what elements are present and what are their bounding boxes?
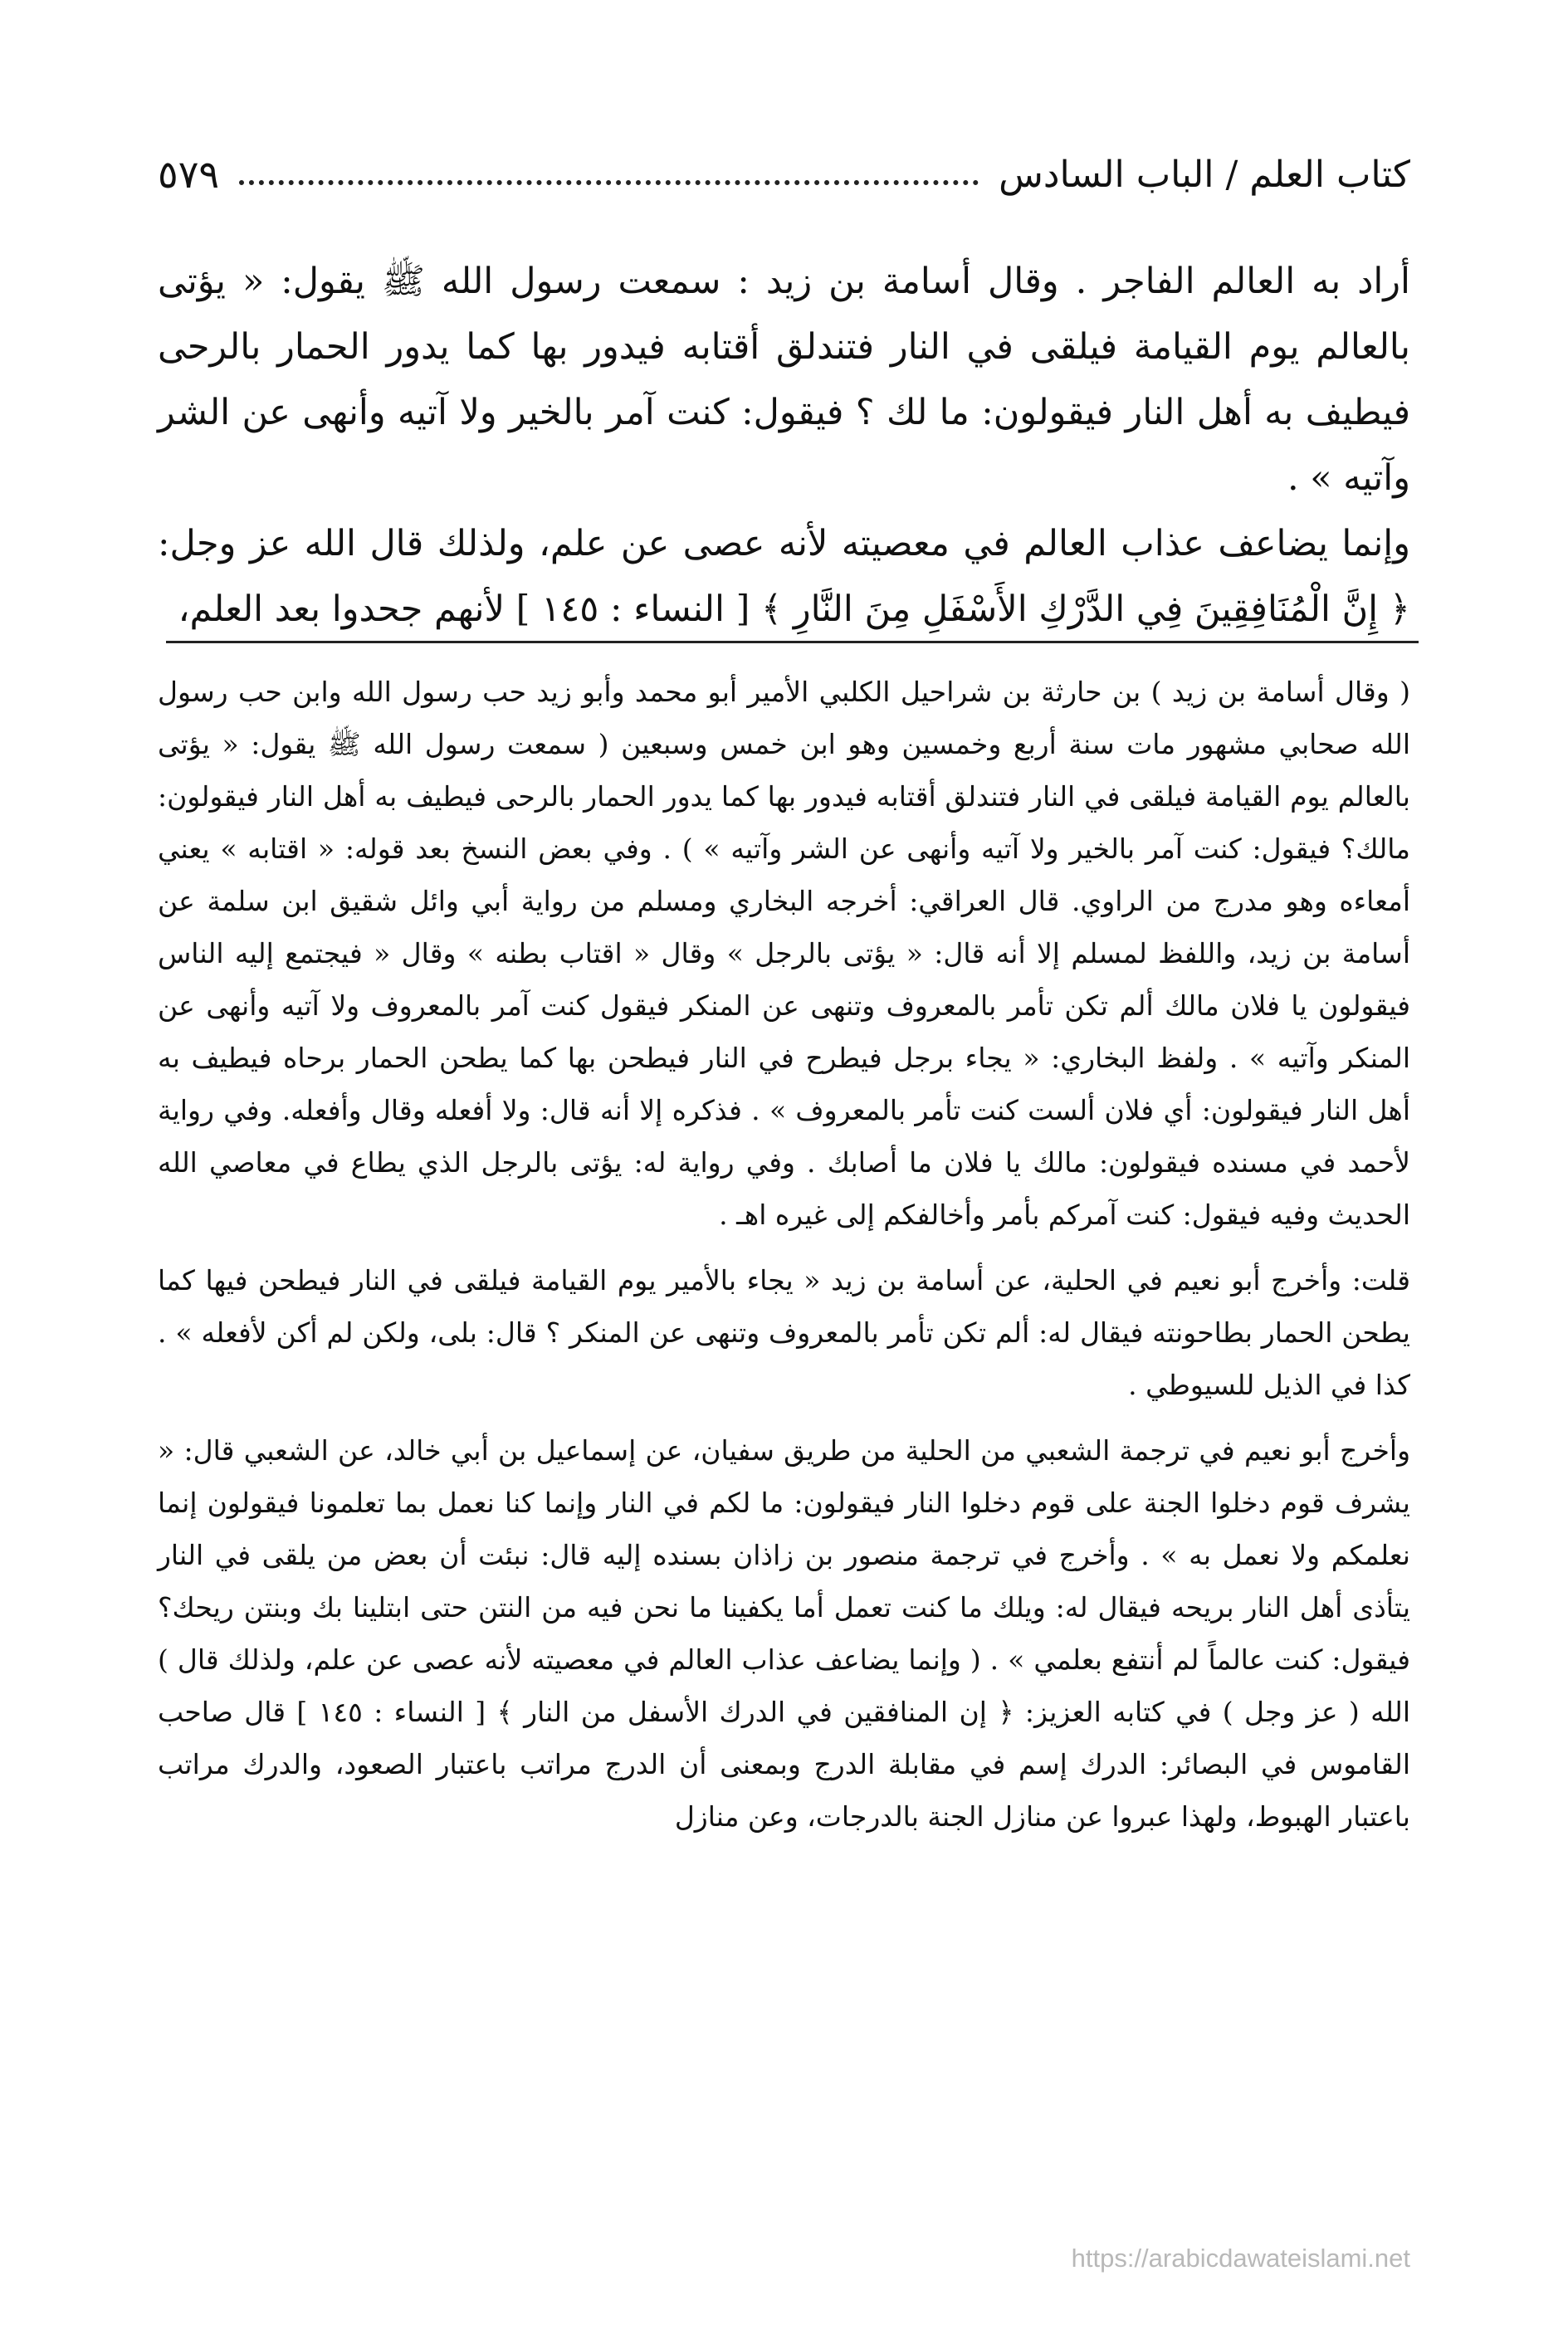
commentary-paragraph: قلت: وأخرج أبو نعيم في الحلية، عن أسامة بن زيد « يجاء بالأمير يوم القيامة فيلقى في النار فيطحن فيها كما يطحن الحمار بطاحونته فيقال له: ألم تكن تأمر بالمعروف وتنهى عن المنكر ؟ قال: بلى، ولكن لم أكن لأفعله » . كذا في الذيل للسيوطي . bbox=[158, 1264, 1410, 1401]
commentary-paragraph: وأخرج أبو نعيم في ترجمة الشعبي من الحلية من طريق سفيان، عن إسماعيل بن أبي خالد، عن الشعبي قال: « يشرف قوم دخلوا الجنة على قوم دخلوا النار فيقولون: ما لكم في النار وإنما كنا نعمل بما تعلمونا فيقولون إنما نعلمكم ولا نعمل به » . وأخرج في ترجمة منصور بن زاذان بسنده إليه قال: نبئت أن بعض من يلقى في النار يتأذى أهل النار بريحه فيقال له: ويلك ما كنت تعمل أما يكفينا ما نحن فيه من النتن حتى ابتلينا بك وبنتن ريحك؟ فيقول: كنت عالماً لم أنتفع بعلمي » . ( وإنما يضاعف عذاب العالم في معصيته لأنه عصى عن علم، ولذلك قال ) الله ( عز وجل ) في كتابه العزيز: ﴿ إن المنافقين في الدرك الأسفل من النار ﴾ [ النساء : ١٤٥ ] قال صاحب القاموس في البصائر: الدرك إسم في مقابلة الدرج وبمعنى أن الدرج مراتب باعتبار الصعود، والدرك مراتب باعتبار الهبوط، ولهذا عبروا عن منازل الجنة بالدرجات، وعن منازل bbox=[158, 1434, 1411, 1833]
watermark-url: https://arabicdawateislami.net bbox=[1071, 2244, 1410, 2273]
main-text-block bbox=[158, 249, 1410, 642]
page-header bbox=[158, 141, 1410, 208]
running-title: كتاب العلم / الباب السادس bbox=[999, 153, 1410, 196]
header-leader-dots bbox=[239, 180, 979, 185]
main-paragraph: وإنما يضاعف عذاب العالم في معصيته لأنه عصى عن علم، ولذلك قال الله عز وجل: ﴿ إِنَّ الْمُنَافِقِينَ فِي الدَّرْكِ الأَسْفَلِ مِنَ النَّارِ ﴾ [ النساء : ١٤٥ ] لأنهم جحدوا بعد العلم، bbox=[158, 523, 1410, 630]
footnote-divider bbox=[166, 641, 1419, 643]
commentary-paragraph: ( وقال أسامة بن زيد ) بن حارثة بن شراحيل الكلبي الأمير أبو محمد وأبو زيد حب رسول الله وابن حب رسول الله صحابي مشهور مات سنة أربع وخمسين وهو ابن خمس وسبعين ( سمعت رسول الله ﷺ يقول: « يؤتى بالعالم يوم القيامة فيلقى في النار فتندلق أقتابه فيدور بها كما يدور الحمار بالرحى فيطيف به أهل النار فيقولون: مالك؟ فيقول: كنت آمر بالخير ولا آتيه وأنهى عن الشر وآتيه » ) . وفي بعض النسخ بعد قوله: « اقتابه » يعني أمعاءه وهو مدرج من الراوي. قال العراقي: أخرجه البخاري ومسلم من رواية أبي وائل شقيق ابن سلمة عن أسامة بن زيد، واللفظ لمسلم إلا أنه قال: « يؤتى بالرجل » وقال « اقتاب بطنه » وقال « فيجتمع إليه الناس فيقولون يا فلان مالك ألم تكن تأمر بالمعروف وتنهى عن المنكر فيقول كنت آمر بالمعروف ولا آتيه وأنهى عن المنكر وآتيه » . ولفظ البخاري: « يجاء برجل فيطرح في النار فيطحن بها كما يطحن الحمار برحاه فيطيف به أهل النار فيقولون: أي فلان ألست كنت تأمر بالمعروف » . فذكره إلا أنه قال: ولا أفعله وقال وأفعله. وفي رواية لأحمد في مسنده فيقولون: مالك يا فلان ما أصابك . وفي رواية له: يؤتى بالرجل الذي يطاع في معاصي الله الحديث وفيه فيقول: كنت آمركم بأمر وأخالفكم إلى غيره اهـ . bbox=[158, 676, 1410, 1231]
commentary-block bbox=[158, 666, 1410, 1856]
main-paragraph: أراد به العالم الفاجر . وقال أسامة بن زيد : سمعت رسول الله ﷺ يقول: « يؤتى بالعالم يوم القيامة فيلقى في النار فتندلق أقتابه فيدور بها كما يدور الحمار بالرحى فيطيف به أهل النار فيقولون: ما لك ؟ فيقول: كنت آمر بالخير ولا آتيه وأنهى عن الشر وآتيه » . bbox=[158, 261, 1410, 499]
page-number: ٥٧٩ bbox=[158, 152, 220, 197]
